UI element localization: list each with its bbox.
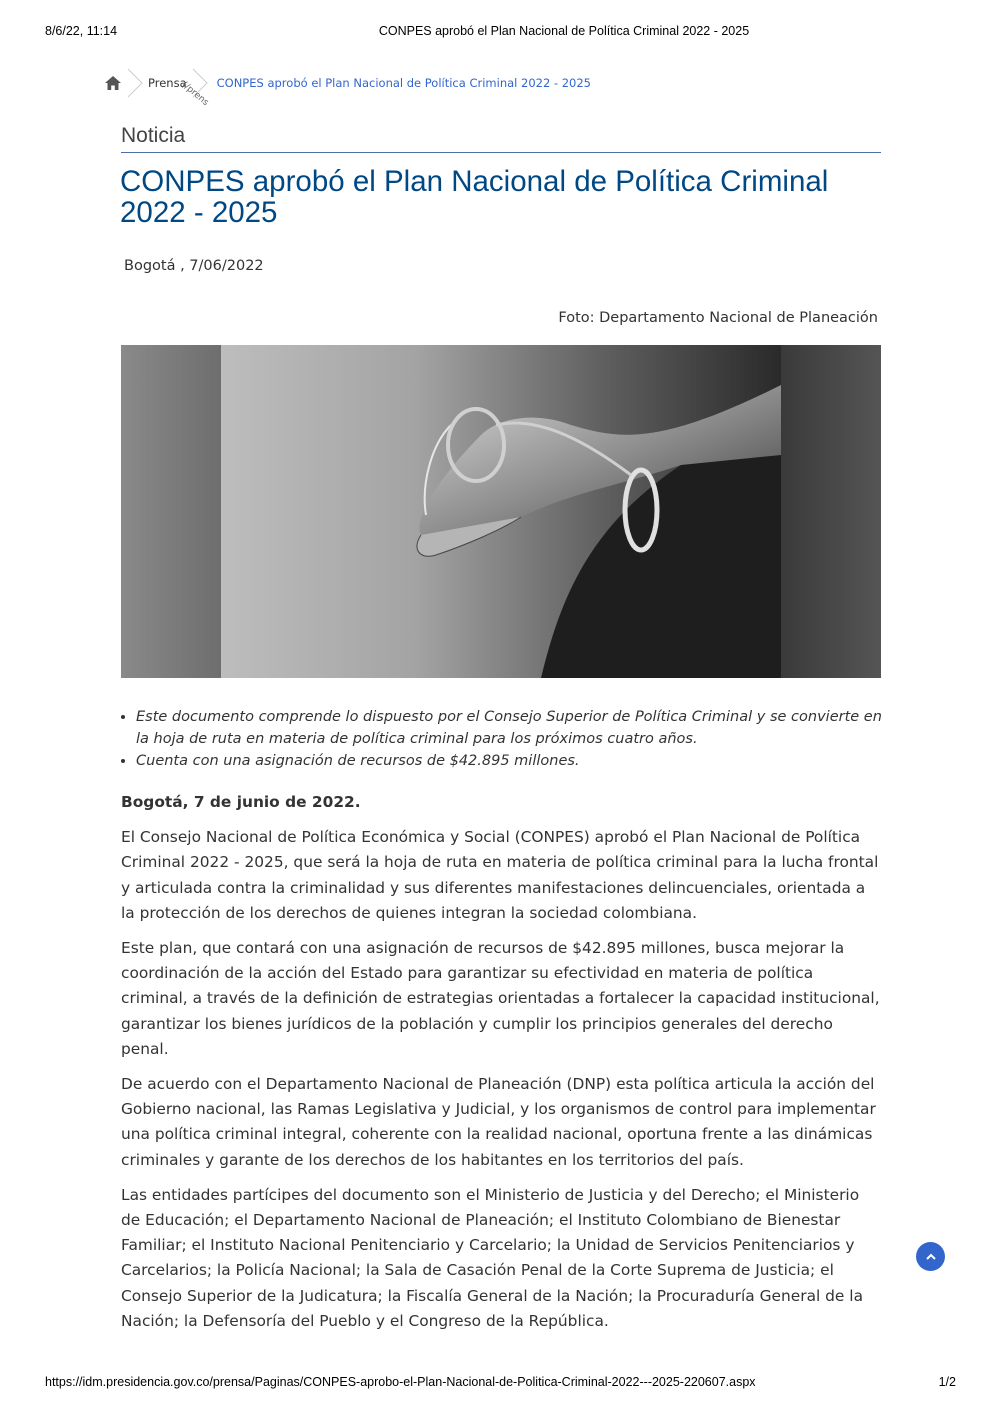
print-datetime: 8/6/22, 11:14 (45, 24, 118, 38)
photo-credit: Foto: Departamento Nacional de Planeación (558, 310, 878, 326)
breadcrumb-prensa-overflow: (/prens (179, 80, 211, 109)
breadcrumb-item-current[interactable]: CONPES aprobó el Plan Nacional de Política Criminal 2022 - 2025 (216, 76, 591, 90)
chevron-up-icon (925, 1251, 937, 1263)
summary-item: • Cuenta con una asignación de recursos de $42.895 millones. (136, 750, 896, 772)
hero-photo-handcuffed-hands (121, 345, 881, 678)
summary-list (121, 706, 896, 772)
article-paragraph: De acuerdo con el Departamento Nacional de Planeación (DNP) esta política articula la acción del Gobierno nacional, las Ramas Legislativa y Judicial, y los organismos de control para implementar una política criminal integral, coherente con la realidad nacional, oportuna frente a las dinámicas criminales y garante de los derechos de los habitantes en los territorios del país. (121, 1075, 876, 1169)
breadcrumb-separator-icon (126, 68, 144, 98)
page-title: CONPES aprobó el Plan Nacional de Política Criminal 2022 - 2025 (120, 165, 829, 229)
breadcrumb-prensa-label: Prensa (148, 76, 187, 90)
print-header (0, 24, 1000, 42)
article-paragraph: Las entidades partícipes del documento son el Ministerio de Justicia y del Derecho; el Ministerio de Educación; el Departamento Nacional de Planeación; el Instituto Colombiano de Bienestar Familiar; el Instituto Nacional Penitenciario y Carcelario; la Unidad de Servicios Penitenciarios y Carcelarios; la Policía Nacional; la Sala de Casación Penal de la Corte Suprema de Justicia; el Consejo Superior de la Judicatura; la Fiscalía General de la Nación; la Procuraduría General de la Nación; la Defensoría del Pueblo y el Congreso de la República. (121, 1185, 864, 1330)
print-document-title: CONPES aprobó el Plan Nacional de Política Criminal 2022 - 2025 (378, 24, 750, 38)
article-paragraph: El Consejo Nacional de Política Económica y Social (CONPES) aprobó el Plan Nacional de Política Criminal 2022 - 2025, que será la hoja de ruta en materia de política criminal para la lucha frontal y articulada contra la criminalidad y sus diferentes manifestaciones delincuenciales, orientada a la protección de los derechos de quienes integran la sociedad colombiana. (121, 828, 879, 922)
lead-dateline: Bogotá, 7 de junio de 2022. (121, 793, 361, 811)
print-url: https://idm.presidencia.gov.co/prensa/Paginas/CONPES-aprobo-el-Plan-Nacional-de-Politica-Criminal-2022---2025-220607.aspx (45, 1375, 756, 1389)
article-dateline: Bogotá , 7/06/2022 (124, 258, 264, 274)
summary-item: • Este documento comprende lo dispuesto por el Consejo Superior de Política Criminal y se convierte en la hoja de ruta en materia de política criminal para los próximos cuatro años. (136, 706, 896, 750)
home-icon[interactable] (104, 74, 122, 92)
print-page-number: 1/2 (938, 1375, 956, 1389)
article-paragraph: Este plan, que contará con una asignación de recursos de $42.895 millones, busca mejorar la coordinación de la acción del Estado para garantizar su efectividad en materia de política criminal, a través de la definición de estrategias orientadas a fortalecer la capacidad institucional, garantizar los bienes jurídicos de la población y cumplir los principios generales del derecho penal. (121, 939, 880, 1058)
print-footer (0, 1375, 1000, 1393)
scroll-to-top-button[interactable] (916, 1242, 945, 1271)
section-label: Noticia (121, 124, 186, 147)
breadcrumb (104, 68, 591, 109)
article-body (121, 790, 883, 1344)
breadcrumb-item-prensa[interactable] (148, 76, 211, 109)
section-divider (121, 152, 881, 153)
